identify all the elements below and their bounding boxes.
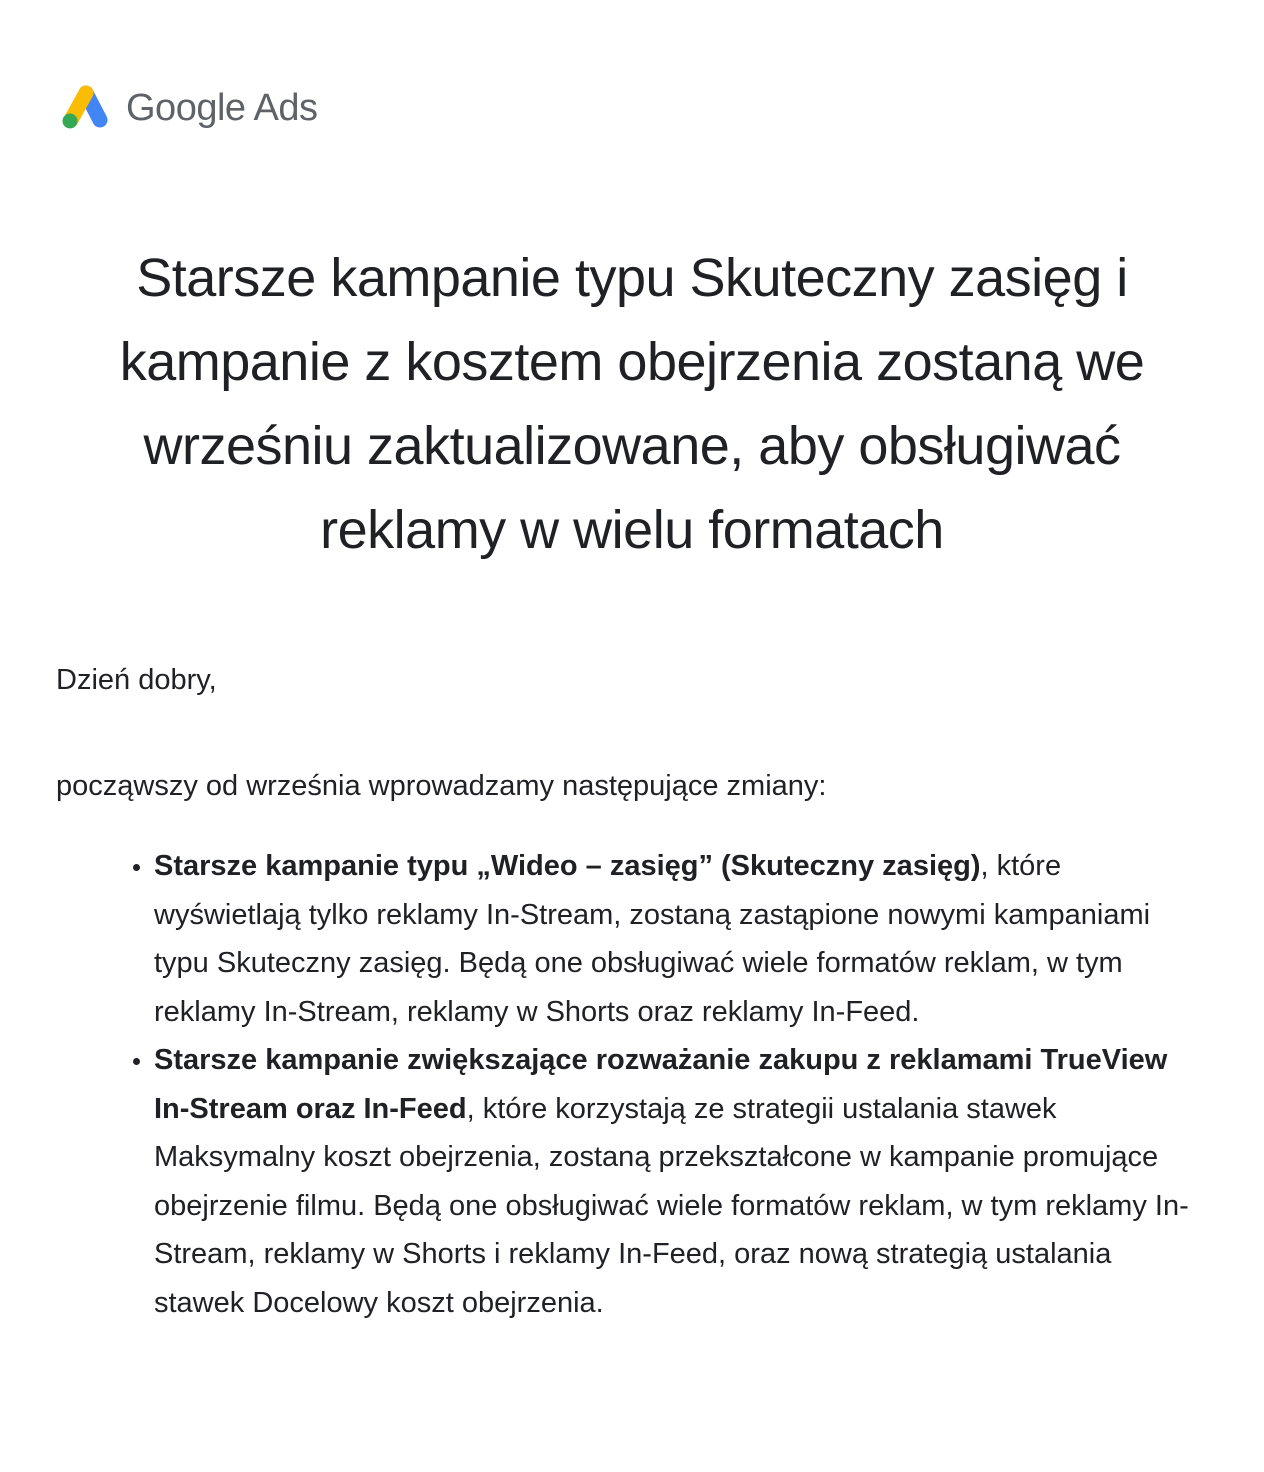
intro-text: począwszy od września wprowadzamy następujące zmiany: — [56, 770, 827, 802]
change-heading: Starsze kampanie zwiększające rozważanie zakupu z reklamami TrueView In-Stream oraz In-Feed — [154, 1044, 1168, 1125]
change-heading: Starsze kampanie typu „Wideo – zasięg” (Skuteczny zasięg) — [154, 850, 981, 882]
email-title: Starsze kampanie typu Skuteczny zasięg i kampanie z kosztem obejrzenia zostaną we wrześniu zaktualizowane, aby obsługiwać reklamy w wielu formatach — [119, 248, 1145, 560]
brand-header — [58, 84, 317, 132]
brand-name: Google Ads — [126, 87, 318, 129]
change-description: , które korzystają ze strategii ustalania stawek Maksymalny koszt obejrzenia, zostaną przekształcone w kampanie promujące obejrzenie filmu. Będą one obsługiwać wiele formatów reklam, w tym reklamy In-Stream, reklamy w Shorts i reklamy In-Feed, oraz nową strategią ustalania stawek Docelowy koszt obejrzenia. — [154, 1092, 1189, 1319]
google-ads-logo-icon — [58, 84, 110, 132]
change-description: , które wyświetlają tylko reklamy In-Stream, zostaną zastąpione nowymi kampaniami typu Skuteczny zasięg. Będą one obsługiwać wiele formatów reklam, w tym reklamy In-Stream, reklamy w Shorts oraz reklamy In-Feed. — [154, 850, 1151, 1028]
changes-list — [56, 842, 1196, 1327]
list-item — [154, 1036, 1196, 1327]
greeting: Dzień dobry, — [56, 664, 217, 696]
list-item — [154, 842, 1196, 1036]
